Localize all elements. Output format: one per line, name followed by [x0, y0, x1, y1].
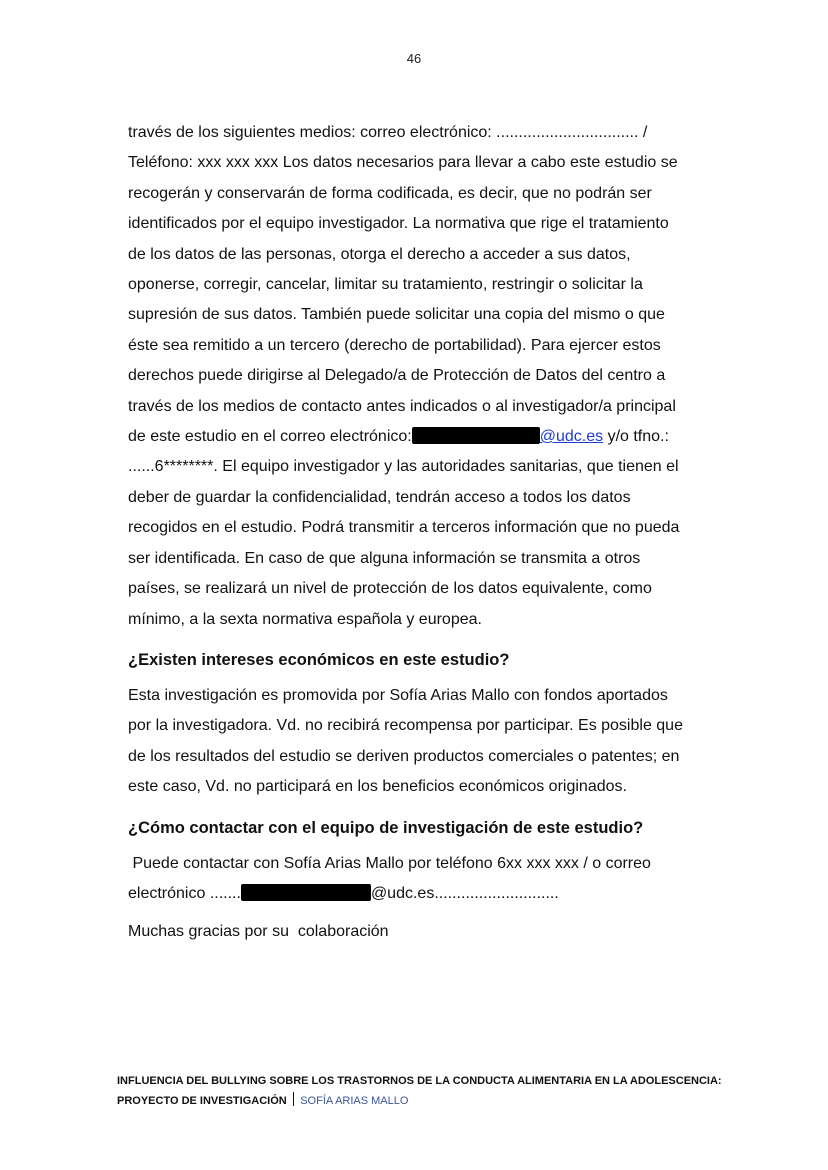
text-line: ser identificada. En caso de que alguna información se transmita a otros: [128, 549, 641, 567]
contact-email-suffix: @udc.es............................: [370, 884, 559, 902]
footer-subtitle: PROYECTO DE INVESTIGACIÓN: [117, 1095, 287, 1107]
text-line: recogerán y conservarán de forma codificada, es decir, que no podrán ser: [128, 184, 652, 202]
contact-email-line: [128, 879, 718, 909]
text-line: oponerse, corregir, cancelar, limitar su tratamiento, restringir o solicitar la: [128, 276, 643, 294]
email-line-suffix: y/o tfno.:: [603, 428, 669, 446]
text-line: éste sea remitido a un tercero (derecho de portabilidad). Para ejercer estos: [128, 336, 661, 354]
footer-title-line1: INFLUENCIA DEL BULLYING SOBRE LOS TRASTORNOS DE LA CONDUCTA ALIMENTARIA EN LA ADOLESCENCIA:: [117, 1075, 722, 1087]
text-line: supresión de sus datos. También puede solicitar una copia del mismo o que: [128, 306, 665, 324]
text-line: por la investigadora. Vd. no recibirá recompensa por participar. Es posible que: [128, 717, 683, 735]
section-heading-economic-interests: ¿Existen intereses económicos en este estudio?: [128, 650, 510, 669]
text-line: Teléfono: xxx xxx xxx Los datos necesarios para llevar a cabo este estudio se: [128, 154, 678, 172]
page-number: 46: [406, 51, 422, 66]
contact-paragraph: [128, 849, 718, 910]
email-link[interactable]: @udc.es: [539, 428, 604, 446]
text-line: deber de guardar la confidencialidad, tendrán acceso a todos los datos: [128, 488, 631, 506]
text-line: derechos puede dirigirse al Delegado/a de Protección de Datos del centro a: [128, 367, 666, 385]
text-line: de los resultados del estudio se deriven productos comerciales o patentes; en: [128, 747, 680, 765]
redacted-email-block: [412, 427, 540, 444]
text-line: Puede contactar con Sofía Arias Mallo por teléfono 6xx xxx xxx / o correo: [128, 854, 651, 872]
closing-text: Muchas gracias por su colaboración: [128, 923, 389, 941]
economic-interests-paragraph: [128, 681, 718, 803]
section-heading-contact: ¿Cómo contactar con el equipo de investigación de este estudio?: [128, 818, 644, 837]
text-line: recogidos en el estudio. Podrá transmitir a terceros información que no pueda: [128, 519, 680, 537]
text-line: ......6********. El equipo investigador y las autoridades sanitarias, que tienen el: [128, 458, 679, 476]
text-line: través de los siguientes medios: correo electrónico: ................................ /: [128, 124, 648, 141]
redacted-email-block: [241, 884, 371, 901]
data-protection-paragraph: [128, 118, 718, 635]
text-line: de los datos de las personas, otorga el derecho a acceder a sus datos,: [128, 245, 631, 263]
footer-title-line2: [117, 1091, 722, 1111]
footer-author: SOFÍA ARIAS MALLO: [300, 1095, 409, 1107]
email-line: [128, 422, 718, 452]
text-line: países, se realizará un nivel de protección de los datos equivalente, como: [128, 580, 652, 598]
text-line: este caso, Vd. no participará en los beneficios económicos originados.: [128, 778, 627, 796]
footer-separator: [293, 1092, 295, 1106]
contact-email-prefix: electrónico .......: [128, 884, 241, 902]
text-line: través de los medios de contacto antes indicados o al investigador/a principal: [128, 397, 676, 415]
email-line-prefix: de este estudio en el correo electrónico:: [128, 428, 412, 446]
document-body: [128, 118, 718, 948]
text-line: mínimo, a la sexta normativa española y europea.: [128, 610, 482, 628]
page-footer: [117, 1071, 722, 1111]
text-line: identificados por el equipo investigador. La normativa que rige el tratamiento: [128, 215, 669, 233]
text-line: Esta investigación es promovida por Sofía Arias Mallo con fondos aportados: [128, 686, 668, 704]
